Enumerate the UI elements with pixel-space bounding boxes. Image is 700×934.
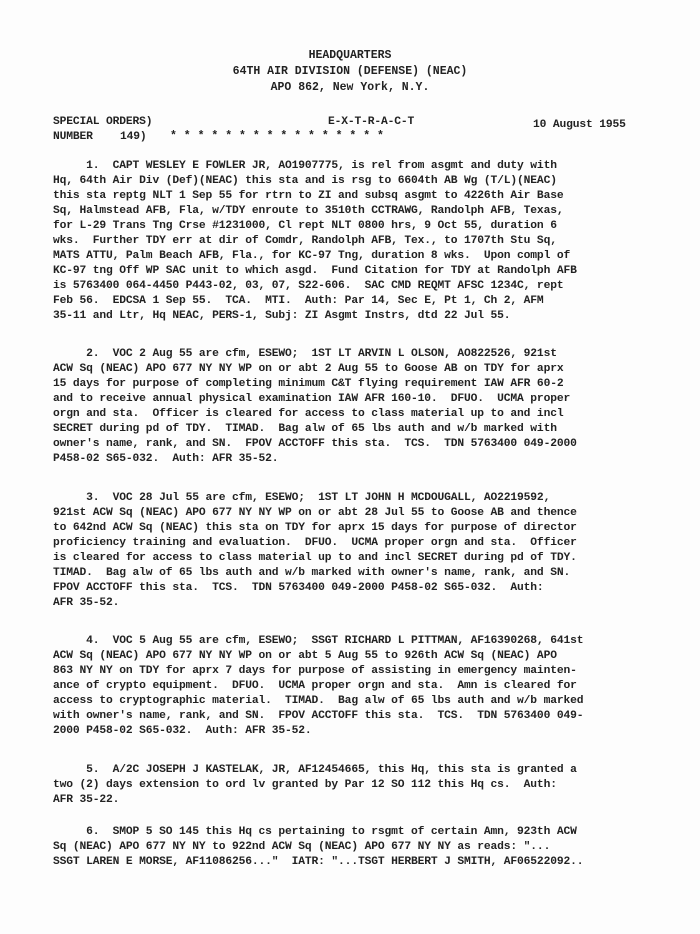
- text-line: 5. A/2C JOSEPH J KASTELAK, JR, AF12454665, this Hq, this sta is granted a: [53, 764, 577, 776]
- text-line: KC-97 tng Off WP SAC unit to which asgd. Fund Citation for TDY at Randolph AFB: [53, 265, 577, 277]
- text-line: with owner's name, rank, and SN. FPOV ACCTOFF this sta. TCS. TDN 5763400 049-: [53, 710, 584, 722]
- text-line: 4. VOC 5 Aug 55 are cfm, ESEWO; SSGT RICHARD L PITTMAN, AF16390268, 641st: [53, 635, 584, 647]
- text-line: 863 NY NY on TDY for aprx 7 days for purpose of assisting in emergency mainten-: [53, 665, 577, 677]
- text-line: Feb 56. EDCSA 1 Sep 55. TCA. MTI. Auth: Par 14, Sec E, Pt 1, Ch 2, AFM: [53, 295, 544, 307]
- text-line: Sq, Halmstead AFB, Fla, w/TDY enroute to 3510th CCTRAWG, Randolph AFB, Texas,: [53, 205, 564, 217]
- extract-label: E-X-T-R-A-C-T: [328, 116, 415, 128]
- text-line: is 5763400 064-4450 P443-02, 03, 07, S22-606. SAC CMD REQMT AFSC 1234C, rept: [53, 280, 564, 292]
- text-line: this sta reptg NLT 1 Sep 55 for rtrn to ZI and subsq asgmt to 4226th Air Base: [53, 190, 564, 202]
- text-line: 35-11 and Ltr, Hq NEAC, PERS-1, Subj: ZI Asgmt Instrs, dtd 22 Jul 55.: [53, 310, 511, 322]
- text-line: for L-29 Trans Tng Crse #1231000, Cl rept NLT 0800 hrs, 9 Oct 55, duration 6: [53, 220, 557, 232]
- text-line: proficiency training and evaluation. DFUO. UCMA proper orgn and sta. Officer: [53, 537, 577, 549]
- order-number-value: 149): [120, 131, 147, 143]
- text-line: and to receive annual physical examination IAW AFR 160-10. DFUO. UCMA proper: [53, 393, 571, 405]
- text-line: wks. Further TDY err at dir of Comdr, Randolph AFB, Tex., to 1707th Stu Sq,: [53, 235, 557, 247]
- text-line: ACW Sq (NEAC) APO 677 NY NY WP on or abt 5 Aug 55 to 926th ACW Sq (NEAC) APO: [53, 650, 557, 662]
- star-separator: * * * * * * * * * * * * * * * *: [170, 130, 384, 143]
- text-line: ance of crypto equipment. DFUO. UCMA proper orgn and sta. Amn is cleared for: [53, 680, 577, 692]
- text-line: 2000 P458-02 S65-032. Auth: AFR 35-52.: [53, 725, 312, 737]
- text-line: Hq, 64th Air Div (Def)(NEAC) this sta and is rsg to 6604th AB Wg (T/L)(NEAC): [53, 175, 557, 187]
- order-number-label: NUMBER: [53, 131, 93, 143]
- text-line: 6. SMOP 5 SO 145 this Hq cs pertaining to rsgmt of certain Amn, 923th ACW: [53, 826, 577, 838]
- text-line: AFR 35-52.: [53, 597, 120, 609]
- text-line: MATS ATTU, Palm Beach AFB, Fla., for KC-97 Tng, duration 8 wks. Upon compl of: [53, 250, 571, 262]
- text-line: 15 days for purpose of completing minimum C&T flying requirement IAW AFR 60-2: [53, 378, 564, 390]
- text-line: to 642nd ACW Sq (NEAC) this sta on TDY for aprx 15 days for purpose of director: [53, 522, 577, 534]
- text-line: P458-02 S65-032. Auth: AFR 35-52.: [53, 453, 279, 465]
- text-line: access to cryptographic material. TIMAD. Bag alw of 65 lbs auth and w/b marked: [53, 695, 584, 707]
- order-date: 10 August 1955: [533, 119, 626, 131]
- text-line: Sq (NEAC) APO 677 NY NY to 922nd ACW Sq (NEAC) APO 677 NY NY as reads: "...: [53, 841, 551, 853]
- text-line: FPOV ACCTOFF this sta. TCS. TDN 5763400 049-2000 P458-02 S65-032. Auth:: [53, 582, 544, 594]
- text-line: AFR 35-22.: [53, 794, 120, 806]
- text-line: 3. VOC 28 Jul 55 are cfm, ESEWO; 1ST LT JOHN H MCDOUGALL, AO2219592,: [53, 492, 551, 504]
- header-headquarters: HEADQUARTERS: [308, 49, 392, 62]
- text-line: SSGT LAREN E MORSE, AF11086256..." IATR: "...TSGT HERBERT J SMITH, AF06522092..: [53, 856, 584, 868]
- header-division: 64TH AIR DIVISION (DEFENSE) (NEAC): [232, 65, 468, 78]
- text-line: SECRET during pd of TDY. TIMAD. Bag alw of 65 lbs auth and w/b marked with: [53, 423, 557, 435]
- text-line: two (2) days extension to ord lv granted by Par 12 SO 112 this Hq cs. Auth:: [53, 779, 557, 791]
- text-line: 921st ACW Sq (NEAC) APO 677 NY NY WP on or abt 28 Jul 55 to Goose AB and thence: [53, 507, 577, 519]
- text-line: orgn and sta. Officer is cleared for access to class material up to and incl: [53, 408, 564, 420]
- special-orders-label: SPECIAL ORDERS): [53, 116, 153, 128]
- text-line: 1. CAPT WESLEY E FOWLER JR, AO1907775, is rel from asgmt and duty with: [53, 160, 557, 172]
- text-line: TIMAD. Bag alw of 65 lbs auth and w/b marked with owner's name, rank, and SN.: [53, 567, 571, 579]
- text-line: ACW Sq (NEAC) APO 677 NY NY WP on or abt 2 Aug 55 to Goose AB on TDY for aprx: [53, 363, 564, 375]
- text-line: owner's name, rank, and SN. FPOV ACCTOFF this sta. TCS. TDN 5763400 049-2000: [53, 438, 577, 450]
- text-line: is cleared for access to class material up to and incl SECRET during pd of TDY.: [53, 552, 577, 564]
- text-line: 2. VOC 2 Aug 55 are cfm, ESEWO; 1ST LT ARVIN L OLSON, AO822526, 921st: [53, 348, 557, 360]
- header-address: APO 862, New York, N.Y.: [270, 81, 430, 94]
